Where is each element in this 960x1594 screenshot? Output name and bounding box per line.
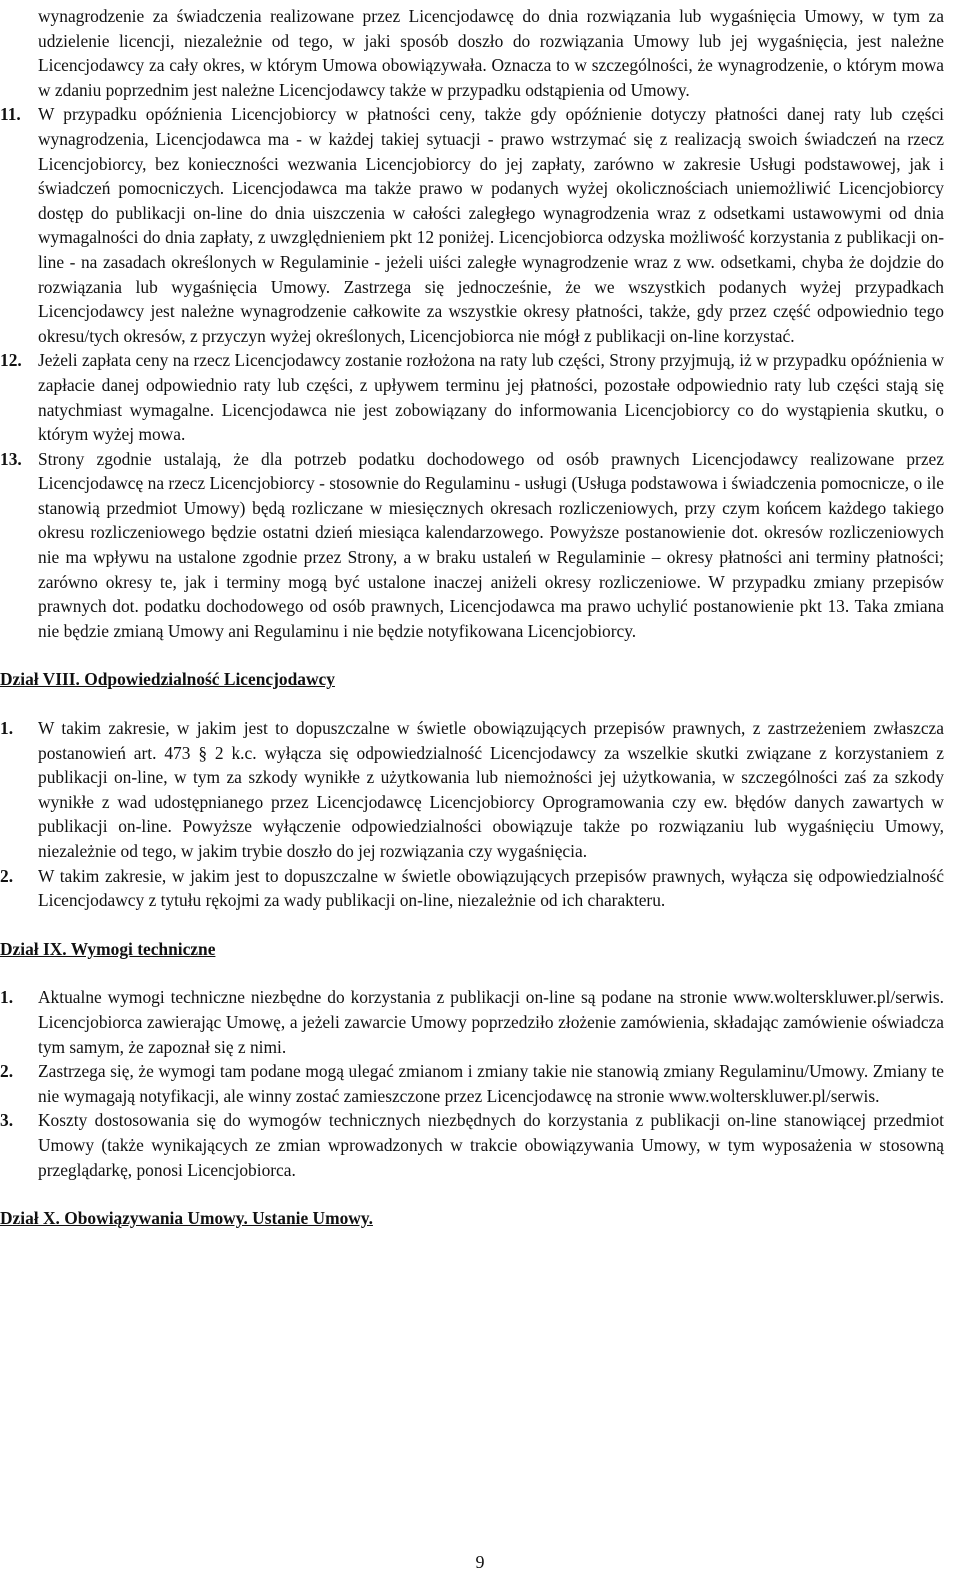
section-heading-ix: Dział IX. Wymogi techniczne [0, 938, 216, 959]
clause-number: 3. [0, 1110, 14, 1131]
clause-11 [0, 102, 944, 348]
clause-text: Strony zgodnie ustalają, że dla potrzeb podatku dochodowego od osób prawnych Licencjodawcy realizowane przez Licencjodawcę na rzecz Licencjobiorcy - stosownie do Regulaminu - usługi (Usługa podstawowa i świadczenia pomocnicze, o ile stanowią przedmiot Umowy) będą rozliczane w miesięcznych okresach rozliczeniowych, przy czym końcem każdego takiego okresu rozliczeniowego będzie ostatni dzień miesiąca kalendarzowego. Powyższe postanowienie dot. okresów rozliczeniowych nie ma wpływu na ustalone zgodnie przez Strony, a w braku ustaleń w Regulaminie – okresy płatności ani terminy płatności; zarówno okresy te, jak i terminy mogą być ustalone inaczej aniżeli okresy rozliczeniowe. W przypadku zmiany przepisów prawnych dot. podatku dochodowego od osób prawnych, Licencjodawca ma prawo uchylić postanowienie pkt 13. Taka zmiana nie będzie zmianą Umowy ani Regulaminu i nie będzie notyfikowana Licencjobiorcy. [38, 448, 944, 641]
clause-number: 11. [0, 104, 21, 125]
section-ix-item-3 [0, 1108, 944, 1182]
continuation-paragraph: wynagrodzenie za świadczenia realizowane przez Licencjodawcę do dnia rozwiązania lub wygaśnięcia Umowy, w tym za udzielenie licencji, niezależnie od tego, w jaki sposób doszło do rozwiązania Umowy lub jej wygaśnięcia, jest należne Licencjodawcy za cały okres, w którym Umowa obowiązywała. Oznacza to w szczególności, że wynagrodzenie, o którym mowa w zdaniu poprzednim jest należne Licencjodawcy także w przypadku odstąpienia od Umowy. [38, 6, 944, 100]
clause-number: 2. [0, 1061, 14, 1082]
clause-number: 13. [0, 448, 22, 469]
section-heading-viii: Dział VIII. Odpowiedzialność Licencjodawcy [0, 669, 335, 690]
clause-text: W takim zakresie, w jakim jest to dopuszczalne w świetle obowiązujących przepisów prawnych, wyłącza się odpowiedzialność Licencjodawcy z tytułu rękojmi za wady publikacji on-line, niezależnie od ich charakteru. [38, 865, 944, 911]
clause-number: 1. [0, 718, 14, 739]
section-ix-item-2 [0, 1059, 944, 1108]
clause-number: 12. [0, 350, 22, 371]
clause-text: Koszty dostosowania się do wymogów technicznych niezbędnych do korzystania z publikacji on-line stanowiącej przedmiot Umowy (także wynikających ze zmian wprowadzonych w trakcie obowiązywania Umowy, w tym wyposażenia w stosowną przeglądarkę, ponosi Licencjobiorca. [38, 1110, 944, 1180]
clause-text: Zastrzega się, że wymogi tam podane mogą ulegać zmianom i zmiany takie nie stanowią zmiany Regulaminu/Umowy. Zmiany te nie wymagają notyfikacji, ale winny zostać zamieszczone przez Licencjodawcę na stronie www.wolterskluwer.pl/serwis. [38, 1061, 944, 1106]
clause-13 [0, 447, 944, 644]
clause-12 [0, 348, 944, 446]
clause-text: W przypadku opóźnienia Licencjobiorcy w płatności ceny, także gdy opóźnienie dotyczy płatności danej raty lub części wynagrodzenia, Licencjodawca ma - w każdej takiej sytuacji - prawo wstrzymać się z realizacją swoich świadczeń na rzecz Licencjobiorcy, bez konieczności wezwania Licencjobiorcy do jej zapłaty, zarówno w zakresie Usługi podstawowej, jak i świadczeń pomocniczych. Licencjodawca ma także prawo w podanych wyżej okolicznościach uniemożliwić Licencjobiorcy dostęp do publikacji on-line do dnia uiszczenia w całości zaległego wynagrodzenia wraz z odsetkami ustawowymi od dnia wymagalności do dnia zapłaty, z uwzględnieniem pkt 12 poniżej. Licencjobiorca odzyska możliwość korzystania z publikacji on-line - na zasadach określonych w Regulaminie - jeżeli uiści zaległe wynagrodzenie wraz z ww. odsetkami, chyba że dojdzie do rozwiązania lub wygaśnięcia Umowy. Zastrzega się jednocześnie, że we wszystkich podanych wyżej przypadkach Licencjodawcy jest należne wynagrodzenie całkowite za wszystkie okresy płatności, także, gdy przez część odpowiednio tego okresu/tych okresów, z przyczyn wyżej określonych, Licencjobiorca nie mógł z publikacji on-line korzystać. [38, 104, 944, 346]
clause-text: Jeżeli zapłata ceny na rzecz Licencjodawcy zostanie rozłożona na raty lub części, Strony przyjmują, iż w przypadku opóźnienia w zapłacie danej odpowiednio raty lub części, z upływem terminu jej płatności, pozostałe odpowiednio raty lub części stają się natychmiast wymagalne. Licencjodawca nie jest zobowiązany do informowania Licencjobiorcy co do wystąpienia skutku, o którym wyżej mowa. [38, 350, 944, 445]
clause-text: Aktualne wymogi techniczne niezbędne do korzystania z publikacji on-line są podane na stronie www.wolterskluwer.pl/serwis. Licencjobiorca zawierając Umowę, a jeżeli zawarcie Umowy poprzedziło złożenie zamówienia, składając zamówienie oświadcza tym samym, że zapoznał się z nimi. [38, 987, 944, 1057]
section-ix-item-1 [0, 985, 944, 1059]
section-heading-x: Dział X. Obowiązywania Umowy. Ustanie Umowy. [0, 1208, 373, 1229]
page-number: 9 [475, 1552, 485, 1572]
section-viii-item-1 [0, 716, 944, 864]
clause-number: 1. [0, 987, 14, 1008]
clause-text: W takim zakresie, w jakim jest to dopuszczalne w świetle obowiązujących przepisów prawnych, z zastrzeżeniem zwłaszcza postanowień art. 473 § 2 k.c. wyłącza się odpowiedzialność Licencjodawcy za wszelkie skutki związane z korzystaniem z publikacji on-line, w tym za szkody wynikłe z użytkowania lub niemożności jej użytkowania, w szczególności zaś za szkody wynikłe z wad udostępnianego przez Licencjodawcę Licencjobiorcy Oprogramowania czy ew. błędów danych zawartych w publikacji on-line. Powyższe wyłączenie odpowiedzialności obowiązuje także po rozwiązaniu lub wygaśnięciu Umowy, niezależnie od tego, w jakim trybie doszło do jej rozwiązania czy wygaśnięcia. [38, 718, 944, 861]
clause-number: 2. [0, 865, 14, 886]
section-viii-item-2 [0, 864, 944, 913]
